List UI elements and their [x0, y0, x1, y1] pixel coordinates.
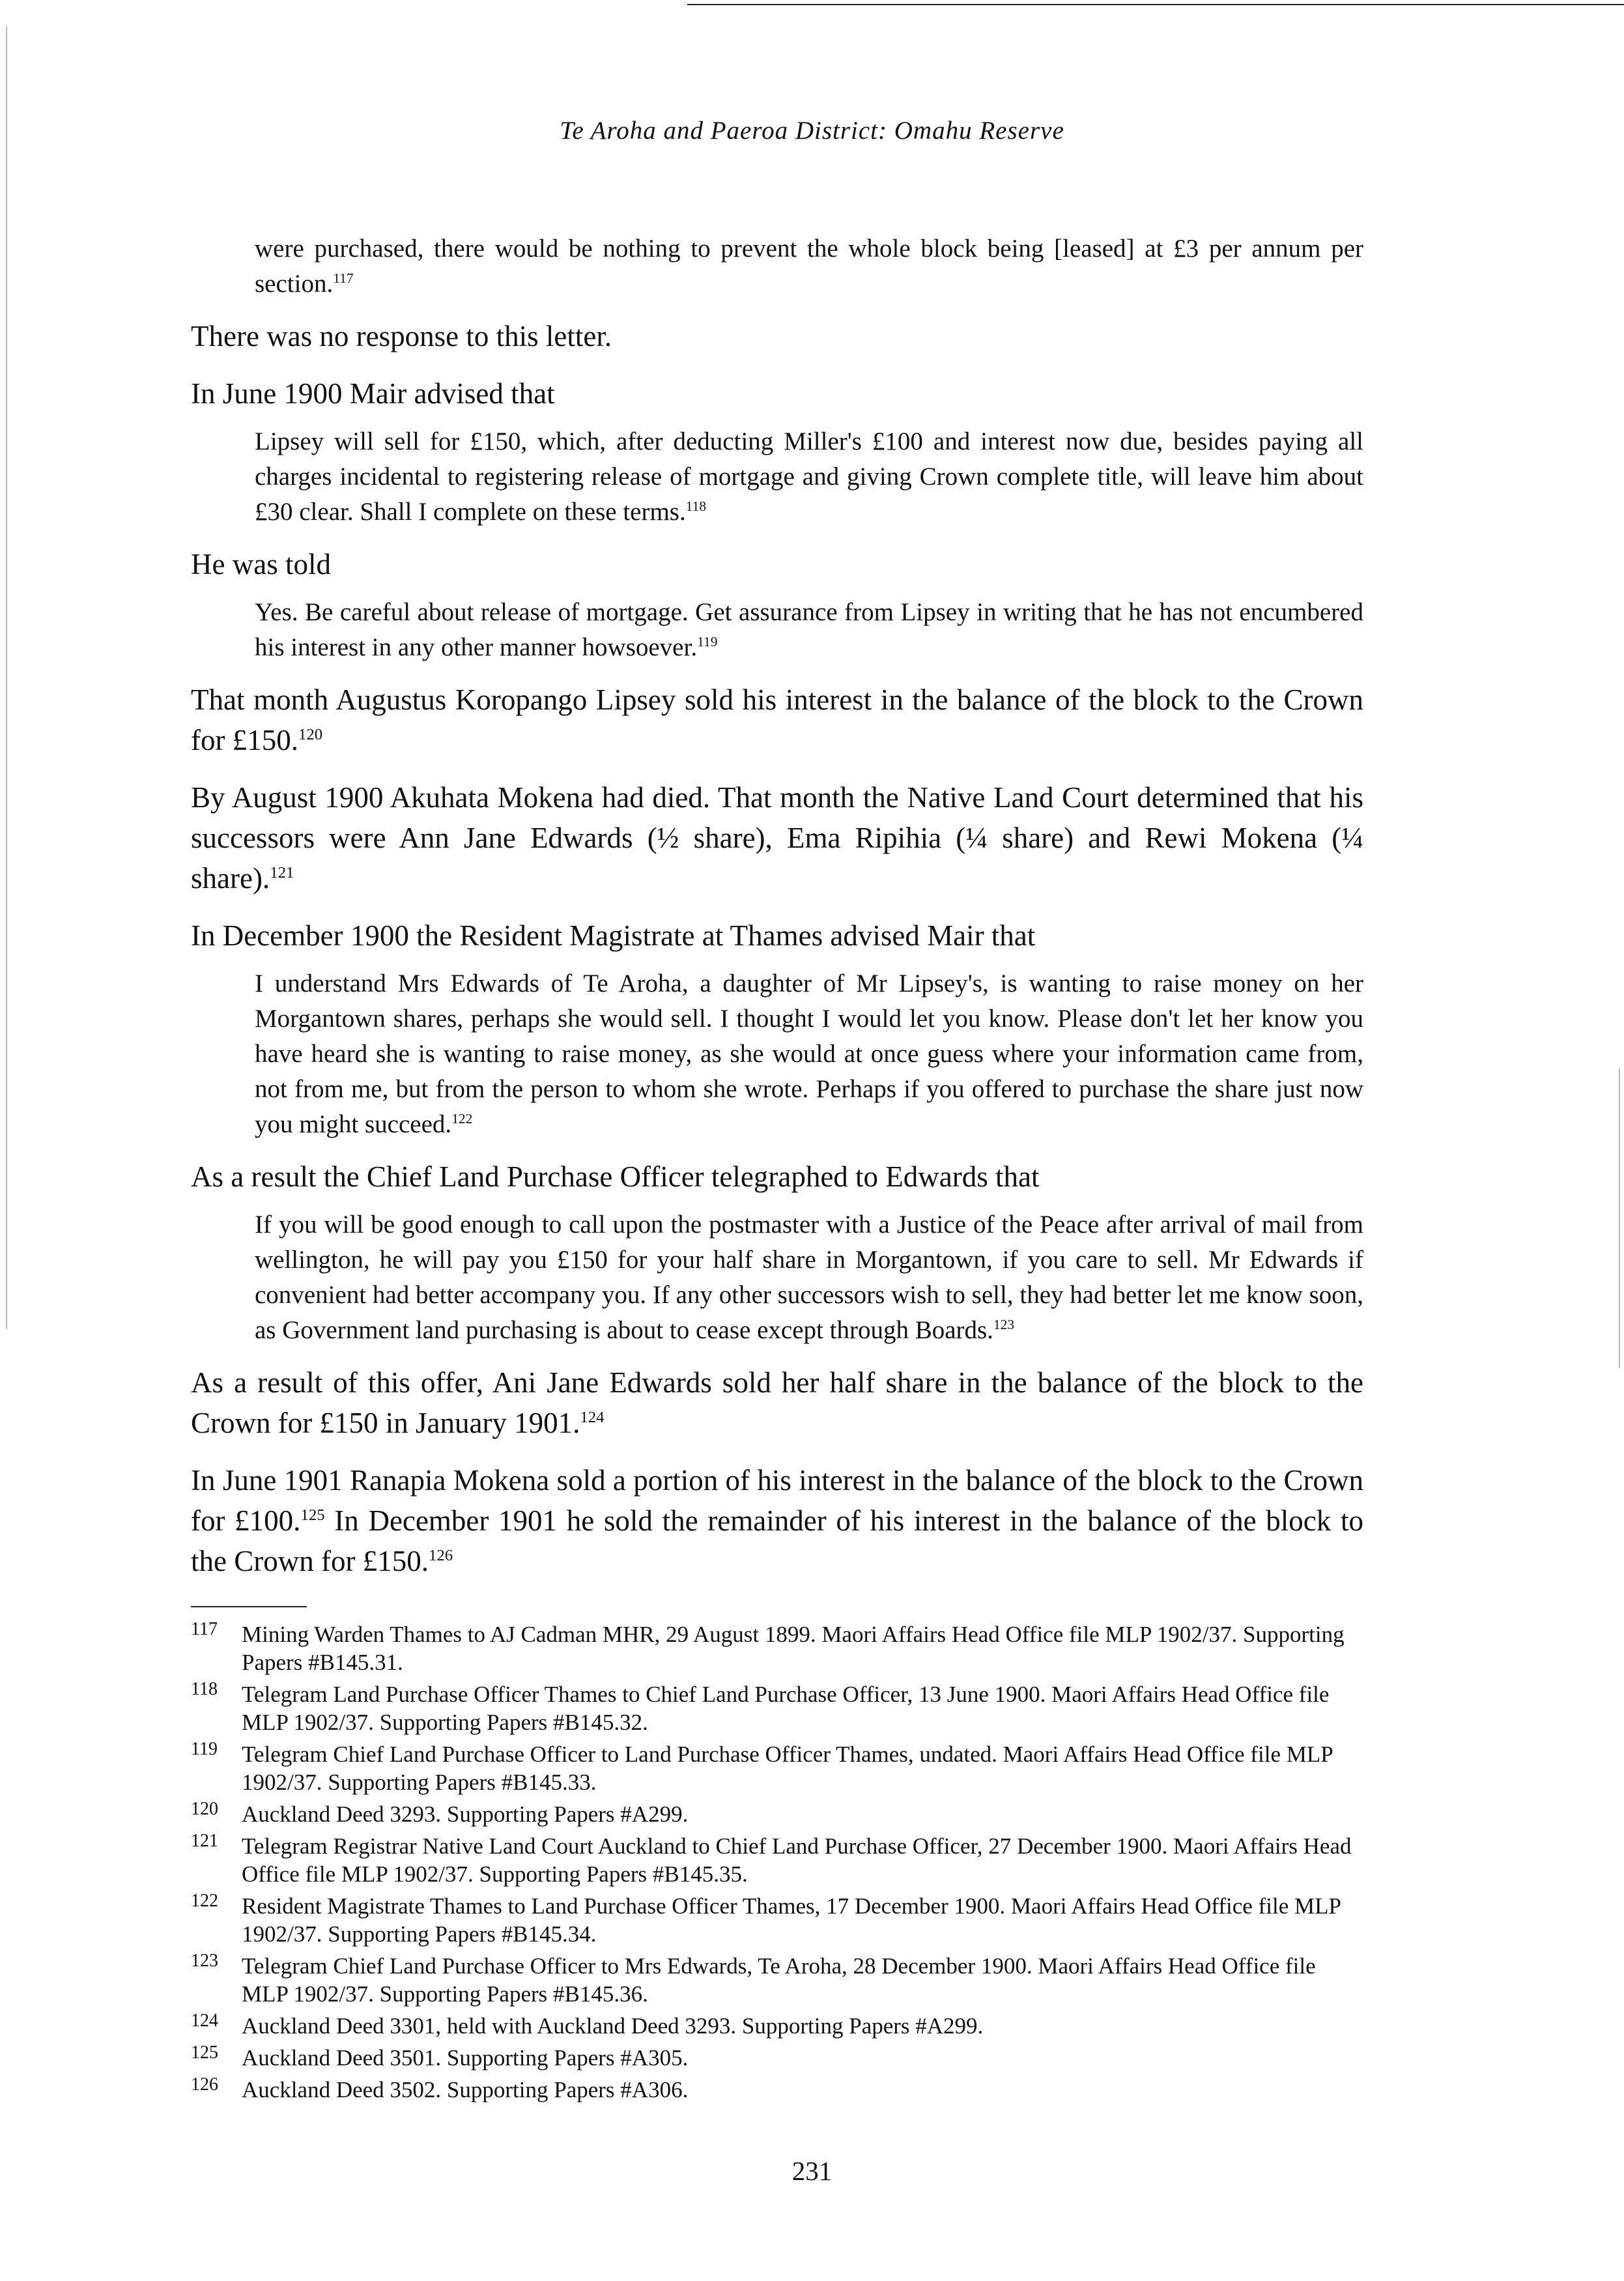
footnote-ref: 124	[580, 1409, 605, 1426]
quote-lead-in: In December 1900 the Resident Magistrate at Thames advised Mair that	[191, 919, 1036, 952]
paragraph-text: By August 1900 Akuhata Mokena had died. That month the Native Land Court determined that his successors were Ann Jane Edwards (½ share), Ema Ripihia (¼ share) and Rewi Mokena (¼ share).	[191, 781, 1363, 895]
quote-lead-in: In June 1900 Mair advised that	[191, 377, 555, 410]
footnote	[191, 1800, 1363, 1828]
quote-text: I understand Mrs Edwards of Te Aroha, a daughter of Mr Lipsey's, is wanting to raise money on her Morgantown shares, perhaps she would sell. I thought I would let you know. Please don't let her know you have heard she is wanting to raise money, as she would at once guess where your information came from, not from me, but from the person to whom she wrote. Perhaps if you offered to purchase the share just now you might succeed.	[255, 969, 1363, 1138]
footnote-number: 120	[191, 1799, 218, 1819]
footnote-text: Mining Warden Thames to AJ Cadman MHR, 29 August 1899. Maori Affairs Head Office file MLP 1902/37. Supporting Papers #B145.31.	[242, 1622, 1345, 1675]
footnote	[191, 1620, 1363, 1676]
footnote	[191, 1680, 1363, 1736]
footnote-number: 117	[191, 1619, 218, 1639]
footnote-text: Telegram Chief Land Purchase Officer to Mrs Edwards, Te Aroha, 28 December 1900. Maori Affairs Head Office file MLP 1902/37. Supporting Papers #B145.36.	[242, 1953, 1316, 2007]
block-quote-118	[255, 424, 1363, 530]
quote-lead-in: He was told	[191, 548, 331, 581]
margin-mark-right	[1619, 1069, 1620, 1368]
quote-text: Lipsey will sell for £150, which, after deducting Miller's £100 and interest now due, besides paying all charges incidental to registering release of mortgage and giving Crown complete title, will leave him about £30 clear. Shall I complete on these terms.	[255, 427, 1363, 526]
footnote	[191, 2012, 1363, 2040]
paragraph-text: As a result of this offer, Ani Jane Edwards sold her half share in the balance of the block to the Crown for £150 in January 1901.	[191, 1366, 1363, 1439]
footnote-text: Telegram Land Purchase Officer Thames to Chief Land Purchase Officer, 13 June 1900. Maori Affairs Head Office file MLP 1902/37. Supporting Papers #B145.32.	[242, 1682, 1330, 1735]
footnote	[191, 1952, 1363, 2008]
footnote-number: 126	[191, 2074, 218, 2095]
footnote-ref: 123	[993, 1317, 1015, 1332]
footnote-text: Telegram Registrar Native Land Court Auckland to Chief Land Purchase Officer, 27 December 1900. Maori Affairs Head Office file MLP 1902/37. Supporting Papers #B145.35.	[242, 1833, 1352, 1887]
footnote-number: 125	[191, 2043, 218, 2063]
paragraph-text: That month Augustus Koropango Lipsey sold his interest in the balance of the block to the Crown for £150.	[191, 683, 1363, 756]
footnote	[191, 1892, 1363, 1948]
paragraph	[191, 1460, 1363, 1581]
paragraph	[191, 1362, 1363, 1443]
top-rule	[687, 4, 1624, 5]
footnote-number: 122	[191, 1891, 218, 1911]
margin-mark-left	[6, 26, 7, 1329]
footnote-text: Auckland Deed 3501. Supporting Papers #A305.	[242, 2045, 689, 2071]
footnote-number: 123	[191, 1951, 218, 1971]
footnote-text: Auckland Deed 3293. Supporting Papers #A299.	[242, 1801, 689, 1827]
quote-lead-in: As a result the Chief Land Purchase Officer telegraphed to Edwards that	[191, 1160, 1040, 1193]
footnote	[191, 1740, 1363, 1796]
footnote-ref: 125	[300, 1506, 325, 1524]
footnote	[191, 2076, 1363, 2104]
page-number: 231	[791, 2156, 833, 2186]
footnote-ref: 121	[270, 864, 294, 882]
footnote-text: Resident Magistrate Thames to Land Purchase Officer Thames, 17 December 1900. Maori Affairs Head Office file MLP 1902/37. Supporting Papers #B145.34.	[242, 1893, 1341, 1947]
footnote	[191, 2044, 1363, 2072]
paragraph-text: In December 1901 he sold the remainder of his interest in the balance of the block to the Crown for £150.	[191, 1504, 1363, 1577]
running-header: Te Aroha and Paeroa District: Omahu Reserve	[560, 117, 1064, 145]
footnote-ref: 120	[298, 726, 323, 743]
footnote-ref: 126	[428, 1547, 453, 1564]
footnote-ref: 117	[333, 270, 354, 286]
quote-text: were purchased, there would be nothing to prevent the whole block being [leased] at £3 per annum per section.	[255, 235, 1363, 298]
footnote-number: 121	[191, 1831, 218, 1851]
footnote-rule	[191, 1606, 307, 1607]
footnote-ref: 118	[685, 498, 707, 514]
footnote-text: Telegram Chief Land Purchase Officer to Land Purchase Officer Thames, undated. Maori Affairs Head Office file MLP 1902/37. Supporting Papers #B145.33.	[242, 1742, 1333, 1795]
block-quote-123	[255, 1207, 1363, 1348]
footnote-ref: 119	[697, 634, 718, 650]
quote-text: If you will be good enough to call upon the postmaster with a Justice of the Peace after arrival of mail from wellington, he will pay you £150 for your half share in Morgantown, if you care to sell. Mr Edwards if convenient had better accompany you. If any other successors wish to sell, they had better let me know soon, as Government land purchasing is about to cease except through Boards.	[255, 1211, 1363, 1344]
footnote-number: 124	[191, 2011, 218, 2031]
footnote-number: 119	[191, 1739, 218, 1759]
main-text	[191, 231, 1363, 2108]
block-quote-119	[255, 595, 1363, 665]
paragraph	[191, 680, 1363, 760]
footnote-text: Auckland Deed 3502. Supporting Papers #A306.	[242, 2077, 689, 2102]
paragraph: There was no response to this letter.	[191, 320, 612, 352]
block-quote-117	[255, 231, 1363, 302]
quote-text: Yes. Be careful about release of mortgage. Get assurance from Lipsey in writing that he has not encumbered his interest in any other manner howsoever.	[255, 598, 1363, 661]
footnote	[191, 1832, 1363, 1888]
footnote-ref: 122	[451, 1111, 473, 1126]
footnote-text: Auckland Deed 3301, held with Auckland Deed 3293. Supporting Papers #A299.	[242, 2013, 984, 2039]
block-quote-122	[255, 966, 1363, 1142]
paragraph	[191, 777, 1363, 898]
footnotes	[191, 1620, 1363, 2104]
paragraph-text: In June 1901 Ranapia Mokena sold a portion of his interest in the balance of the block to the Crown for £100.	[191, 1464, 1363, 1537]
footnote-number: 118	[191, 1679, 218, 1699]
